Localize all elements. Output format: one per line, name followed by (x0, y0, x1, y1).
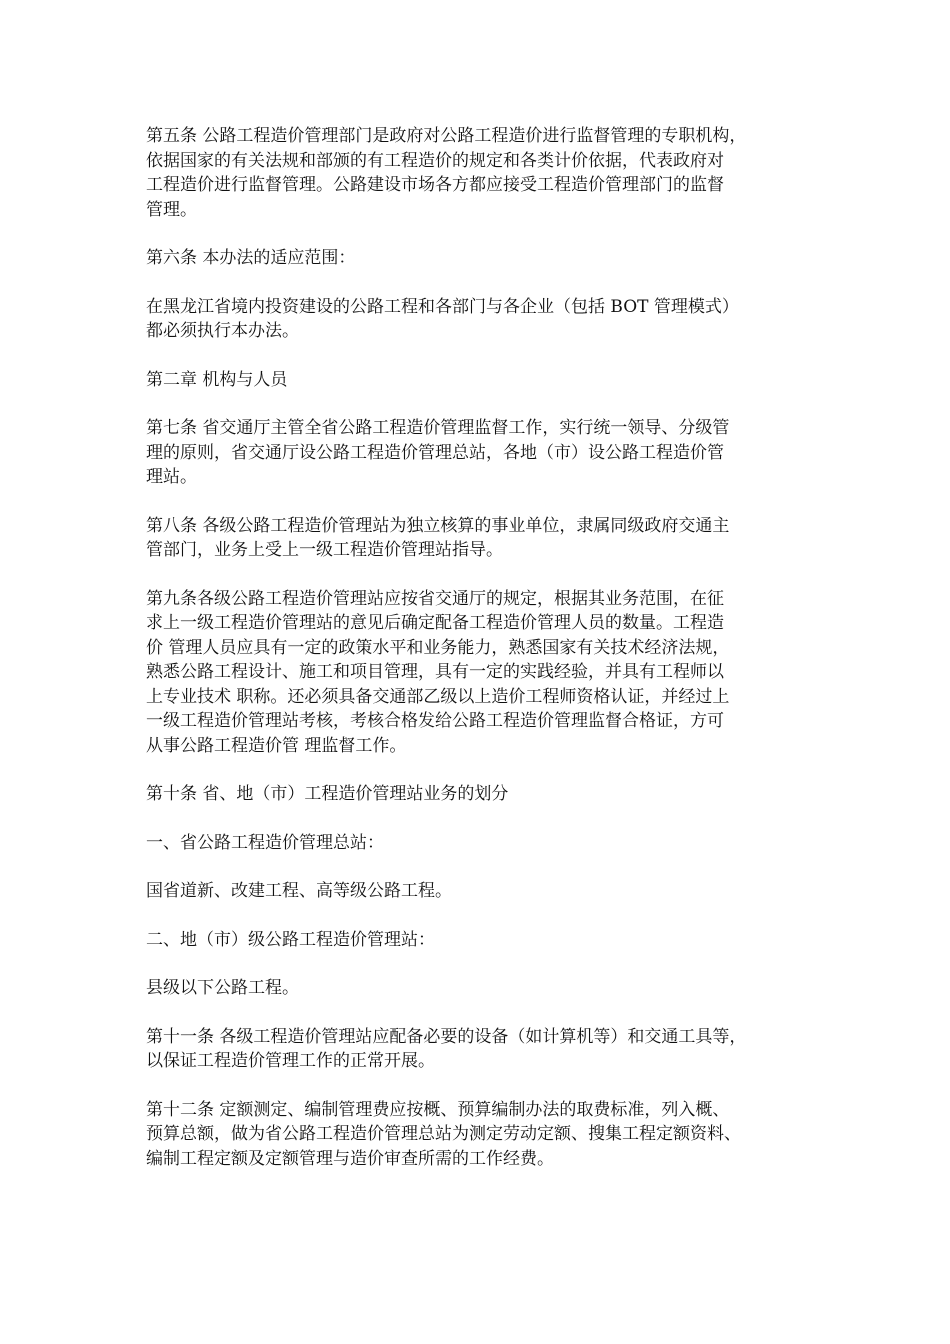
text-line: 都必须执行本办法。 (146, 321, 299, 341)
text-line: 熟悉公路工程设计、施工和项目管理，具有一定的实践经验，并具有工程师以 (146, 662, 724, 682)
paragraph (146, 928, 814, 953)
text-line: 一、省公路工程造价管理总站： (146, 832, 384, 853)
text-line: 第十条 省、地（市）工程造价管理站业务的划分 (146, 784, 509, 804)
paragraph (146, 1025, 814, 1074)
text-line: 第八条 各级公路工程造价管理站为独立核算的事业单位，隶属同级政府交通主 (146, 515, 730, 536)
paragraph (146, 587, 814, 759)
text-line: 第六条 本办法的适应范围： (146, 248, 356, 268)
text-line: 第二章 机构与人员 (146, 369, 288, 390)
paragraph (146, 514, 814, 563)
text-line: 预算总额，做为省公路工程造价管理总站为测定劳动定额、搜集工程定额资料、 (146, 1124, 741, 1144)
paragraph (146, 246, 814, 271)
text-line: 理站。 (146, 467, 197, 487)
paragraph (146, 976, 814, 1001)
text-line: 第十二条 定额测定、编制管理费应按概、预算编制办法的取费标准，列入概、 (146, 1099, 730, 1120)
text-line: 以保证工程造价管理工作的正常开展。 (146, 1051, 435, 1071)
text-line: 二、地（市）级公路工程造价管理站： (146, 929, 435, 950)
text-line: 管理。 (146, 199, 197, 220)
text-line: 编制工程定额及定额管理与造价审查所需的工作经费。 (146, 1148, 554, 1169)
paragraph (146, 124, 814, 222)
text-line: 工程造价进行监督管理。公路建设市场各方都应接受工程造价管理部门的监督 (146, 175, 724, 195)
paragraph (146, 782, 814, 807)
text-line: 求上一级工程造价管理站的意见后确定配备工程造价管理人员的数量。工程造 (146, 613, 724, 633)
text-line: 第九条各级公路工程造价管理站应按省交通厅的规定，根据其业务范围，在征 (146, 588, 724, 609)
text-line: 理的原则，省交通厅设公路工程造价管理总站，各地（市）设公路工程造价管 (146, 442, 724, 463)
text-line: 管部门，业务上受上一级工程造价管理站指导。 (146, 540, 503, 560)
text-line: 依据国家的有关法规和部颁的有工程造价的规定和各类计价依据，代表政府对 (146, 150, 724, 171)
paragraph (146, 295, 814, 344)
paragraph (146, 368, 814, 393)
text-line: 从事公路工程造价管 理监督工作。 (146, 735, 407, 756)
paragraph (146, 416, 814, 490)
document-page (146, 124, 814, 1195)
text-line: 在黑龙江省境内投资建设的公路工程和各部门与各企业（包括 BOT 管理模式） (146, 296, 739, 317)
text-line: 县级以下公路工程。 (146, 978, 299, 998)
text-line: 国省道新、改建工程、高等级公路工程。 (146, 881, 452, 901)
text-line: 第五条 公路工程造价管理部门是政府对公路工程造价进行监督管理的专职机构， (146, 126, 747, 146)
text-line: 第七条 省交通厅主管全省公路工程造价管理监督工作，实行统一领导、分级管 (146, 418, 730, 438)
text-line: 一级工程造价管理站考核，考核合格发给公路工程造价管理监督合格证，方可 (146, 711, 724, 731)
paragraph (146, 879, 814, 904)
paragraph (146, 1098, 814, 1172)
text-line: 第十一条 各级工程造价管理站应配备必要的设备（如计算机等）和交通工具等， (146, 1026, 747, 1047)
text-line: 上专业技术 职称。还必须具备交通部乙级以上造价工程师资格认证，并经过上 (146, 686, 730, 707)
text-line: 价 管理人员应具有一定的政策水平和业务能力，熟悉国家有关技术经济法规， (146, 637, 730, 658)
paragraph (146, 831, 814, 856)
